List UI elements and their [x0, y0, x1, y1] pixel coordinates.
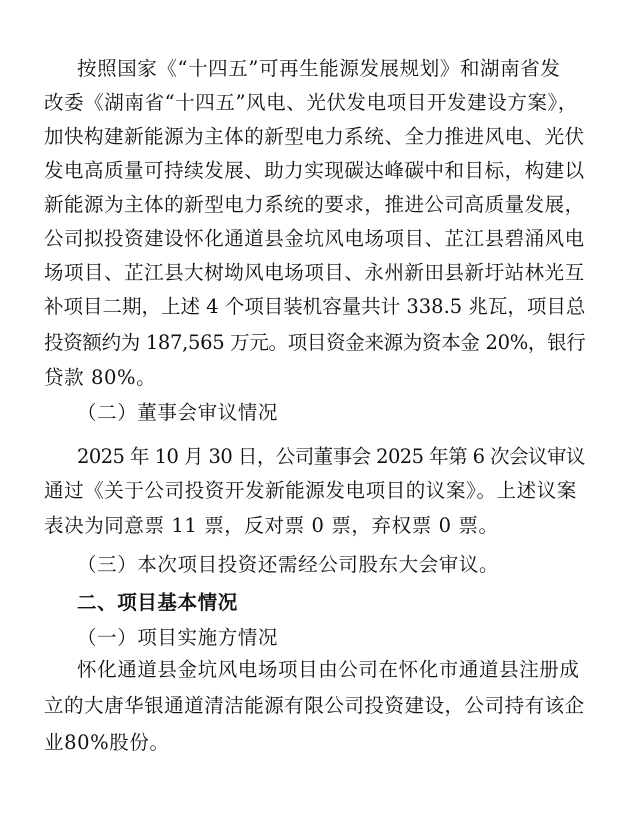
text-line: 加快构建新能源为主体的新型电力系统、全力推进风电、光伏	[44, 125, 585, 148]
text-line: 场项目、芷江县大树坳风电场项目、永州新田县新圩站林光互	[44, 261, 585, 284]
section-subheading: （三）本次项目投资还需经公司股东大会审议。	[77, 553, 500, 576]
text-line: 新能源为主体的新型电力系统的要求，推进公司高质量发展，	[44, 193, 585, 216]
text-line: 贷款 80%。	[44, 366, 157, 389]
text-line: 怀化通道县金坑风电场项目由公司在怀化市通道县注册成	[77, 658, 580, 681]
section-subheading: （二）董事会审议情况	[77, 401, 279, 424]
text-line: 2025 年 10 月 30 日，公司董事会 2025 年第 6 次会议审议	[77, 445, 585, 468]
text-line: 立的大唐华银通道清洁能源有限公司投资建设，公司持有该企	[44, 694, 585, 717]
text-line: 改委《湖南省“十四五”风电、光伏发电项目开发建设方案》，	[44, 91, 578, 114]
text-line: 公司拟投资建设怀化通道县金坑风电场项目、芷江县碧涌风电	[44, 227, 585, 250]
text-line: 投资额约为 187,565 万元。项目资金来源为资本金 20%，银行	[44, 331, 586, 354]
text-line: 通过《关于公司投资开发新能源发电项目的议案》。上述议案	[44, 479, 577, 502]
text-line: 业80%股份。	[44, 731, 170, 754]
section-heading: 二、项目基本情况	[77, 591, 238, 614]
text-line: 表决为同意票 11 票，反对票 0 票，弃权票 0 票。	[44, 514, 499, 537]
text-line: 按照国家《“十四五”可再生能源发展规划》和湖南省发	[77, 57, 561, 80]
text-line: 发电高质量可持续发展、助力实现碳达峰碳中和目标，构建以	[44, 159, 585, 182]
section-subheading: （一）项目实施方情况	[77, 626, 279, 649]
text-line: 补项目二期，上述 4 个项目装机容量共计 338.5 兆瓦，项目总	[44, 295, 586, 318]
